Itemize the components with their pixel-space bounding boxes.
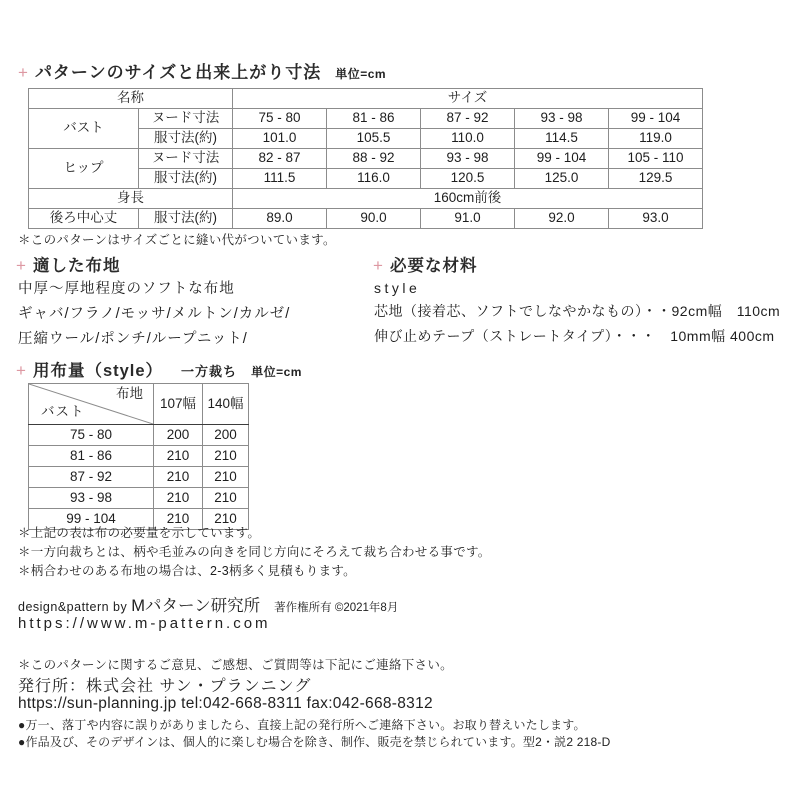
table-cell: 81 - 86 — [327, 109, 421, 129]
table-cell: 111.5 — [233, 169, 327, 189]
name-header-cell: 名称 — [29, 89, 233, 109]
height-value-cell: 160cm前後 — [233, 189, 703, 209]
table-cell: 93 - 98 — [515, 109, 609, 129]
garment-label-cell: 服寸法(約) — [139, 169, 233, 189]
fabric-line: 中厚〜厚地程度のソフトな布地 — [18, 281, 235, 297]
garment-label-cell: 服寸法(約) — [139, 209, 233, 229]
table-cell: 87 - 92 — [421, 109, 515, 129]
table-cell: 81 - 86 — [29, 446, 154, 467]
table-cell: 210 — [203, 467, 249, 488]
yardage-unit-label: 単位=cm — [251, 365, 302, 379]
material-line: 伸び止めテープ（ストレートタイプ）・・・ 10mm幅 400cm — [374, 328, 775, 344]
table-cell: 99 - 104 — [609, 109, 703, 129]
table-cell: 120.5 — [421, 169, 515, 189]
garment-label-cell: 服寸法(約) — [139, 129, 233, 149]
yardage-note: ＊上記の表は布の必要量を示しています。 — [18, 526, 261, 540]
size-unit-label: 単位=cm — [335, 67, 387, 81]
nude-label-cell: ヌード寸法 — [139, 109, 233, 129]
fabric-line: 圧縮ウール/ポンチ/ループニット/ — [18, 331, 248, 347]
diagonal-header-cell — [29, 384, 154, 425]
credit-line — [18, 592, 398, 616]
yardage-table — [28, 383, 249, 530]
yardage-row — [29, 446, 249, 467]
publisher-name: 発行所：株式会社 サン・プランニング — [18, 678, 312, 695]
fabric-axis-label: 布地 — [116, 386, 143, 401]
table-cell: 92.0 — [515, 209, 609, 229]
materials-section-title: 必要な材料 — [389, 257, 478, 275]
one-way-cut-label: 一方裁ち — [181, 364, 238, 379]
yardage-note: ＊一方向裁ちとは、柄や毛並みの向きを同じ方向にそろえて裁ち合わせる事です。 — [18, 545, 491, 559]
materials-lines — [374, 299, 780, 349]
publisher-contact: https://sun-planning.jp tel:042-668-8311 fax:042-668-8312 — [18, 695, 433, 712]
materials-section-header — [373, 252, 477, 276]
table-cell: 82 - 87 — [233, 149, 327, 169]
table-cell: 88 - 92 — [327, 149, 421, 169]
disclaimer-bullet: ●作品及び、そのデザインは、個人的に楽しむ場合を除き、制作、販売を禁じられています。型2・説2 218-D — [18, 735, 611, 749]
height-label-cell: 身長 — [29, 189, 233, 209]
table-cell: 93.0 — [609, 209, 703, 229]
yardage-notes — [18, 524, 491, 581]
yardage-row — [29, 425, 249, 446]
studio-url: https://www.m-pattern.com — [18, 615, 271, 632]
table-cell: 105 - 110 — [609, 149, 703, 169]
back-length-row — [29, 209, 703, 229]
table-cell: 89.0 — [233, 209, 327, 229]
table-cell: 119.0 — [609, 129, 703, 149]
table-cell: 99 - 104 — [515, 149, 609, 169]
table-cell: 105.5 — [327, 129, 421, 149]
table-cell: 210 — [154, 509, 203, 530]
hip-nude-row — [29, 149, 703, 169]
table-cell: 210 — [203, 509, 249, 530]
table-cell: 75 - 80 — [29, 425, 154, 446]
table-cell: 210 — [203, 446, 249, 467]
bust-axis-label: バスト — [41, 404, 85, 420]
table-cell: 75 - 80 — [233, 109, 327, 129]
size-section-title: パターンのサイズと出来上がり寸法 — [34, 63, 322, 82]
table-cell: 200 — [154, 425, 203, 446]
table-cell: 90.0 — [327, 209, 421, 229]
material-line: 芯地（接着芯、ソフトでしなやかなもの）・・92cm幅 110cm — [374, 303, 781, 319]
table-cell: 129.5 — [609, 169, 703, 189]
back-label-cell: 後ろ中心丈 — [29, 209, 139, 229]
disclaimer-bullet: ●万一、落丁や内容に誤りがありましたら、直接上記の発行所へご連絡下さい。お取り替えいたします。 — [18, 718, 586, 732]
plus-icon: + — [18, 63, 28, 82]
width140-header-cell: 140幅 — [203, 384, 249, 425]
yardage-section-title: 用布量（style） — [32, 362, 164, 380]
table-cell: 116.0 — [327, 169, 421, 189]
copyright-label: 著作権所有 ©2021年8月 — [274, 602, 399, 614]
size-table — [28, 88, 703, 229]
seam-allowance-note: ＊このパターンはサイズごとに縫い代がついています。 — [18, 233, 336, 247]
nude-label-cell: ヌード寸法 — [139, 149, 233, 169]
table-cell: 210 — [154, 467, 203, 488]
table-cell: 200 — [203, 425, 249, 446]
fabric-section-title: 適した布地 — [32, 257, 121, 275]
height-row — [29, 189, 703, 209]
style-label: style — [374, 280, 421, 296]
table-cell: 210 — [154, 488, 203, 509]
table-cell: 101.0 — [233, 129, 327, 149]
plus-icon: + — [16, 256, 26, 275]
feedback-note: ＊このパターンに関するご意見、ご感想、ご質問等は下記にご連絡下さい。 — [18, 658, 453, 672]
size-header-cell: サイズ — [233, 89, 703, 109]
bust-nude-row — [29, 109, 703, 129]
table-cell: 210 — [154, 446, 203, 467]
table-cell: 114.5 — [515, 129, 609, 149]
table-cell: 93 - 98 — [29, 488, 154, 509]
studio-name: Mパターン研究所 — [131, 597, 261, 615]
width107-header-cell: 107幅 — [154, 384, 203, 425]
plus-icon: + — [16, 361, 26, 380]
table-cell: 125.0 — [515, 169, 609, 189]
credit-prefix: design&pattern by — [18, 600, 132, 614]
table-cell: 210 — [203, 488, 249, 509]
size-section-header — [18, 58, 386, 83]
table-cell: 91.0 — [421, 209, 515, 229]
table-cell: 93 - 98 — [421, 149, 515, 169]
bust-label-cell: バスト — [29, 109, 139, 149]
hip-label-cell: ヒップ — [29, 149, 139, 189]
yardage-row — [29, 467, 249, 488]
yardage-section-header — [16, 357, 302, 381]
table-cell: 110.0 — [421, 129, 515, 149]
fabric-lines — [18, 277, 290, 352]
fabric-section-header — [16, 252, 120, 276]
table-cell: 99 - 104 — [29, 509, 154, 530]
yardage-note: ＊柄合わせのある布地の場合は、2-3柄多く見積もります。 — [18, 564, 356, 578]
fabric-line: ギャバ/フラノ/モッサ/メルトン/カルゼ/ — [18, 306, 291, 322]
size-table-header-row — [29, 89, 703, 109]
yardage-row — [29, 488, 249, 509]
plus-icon: + — [373, 256, 383, 275]
yardage-header-row — [29, 384, 249, 425]
table-cell: 87 - 92 — [29, 467, 154, 488]
